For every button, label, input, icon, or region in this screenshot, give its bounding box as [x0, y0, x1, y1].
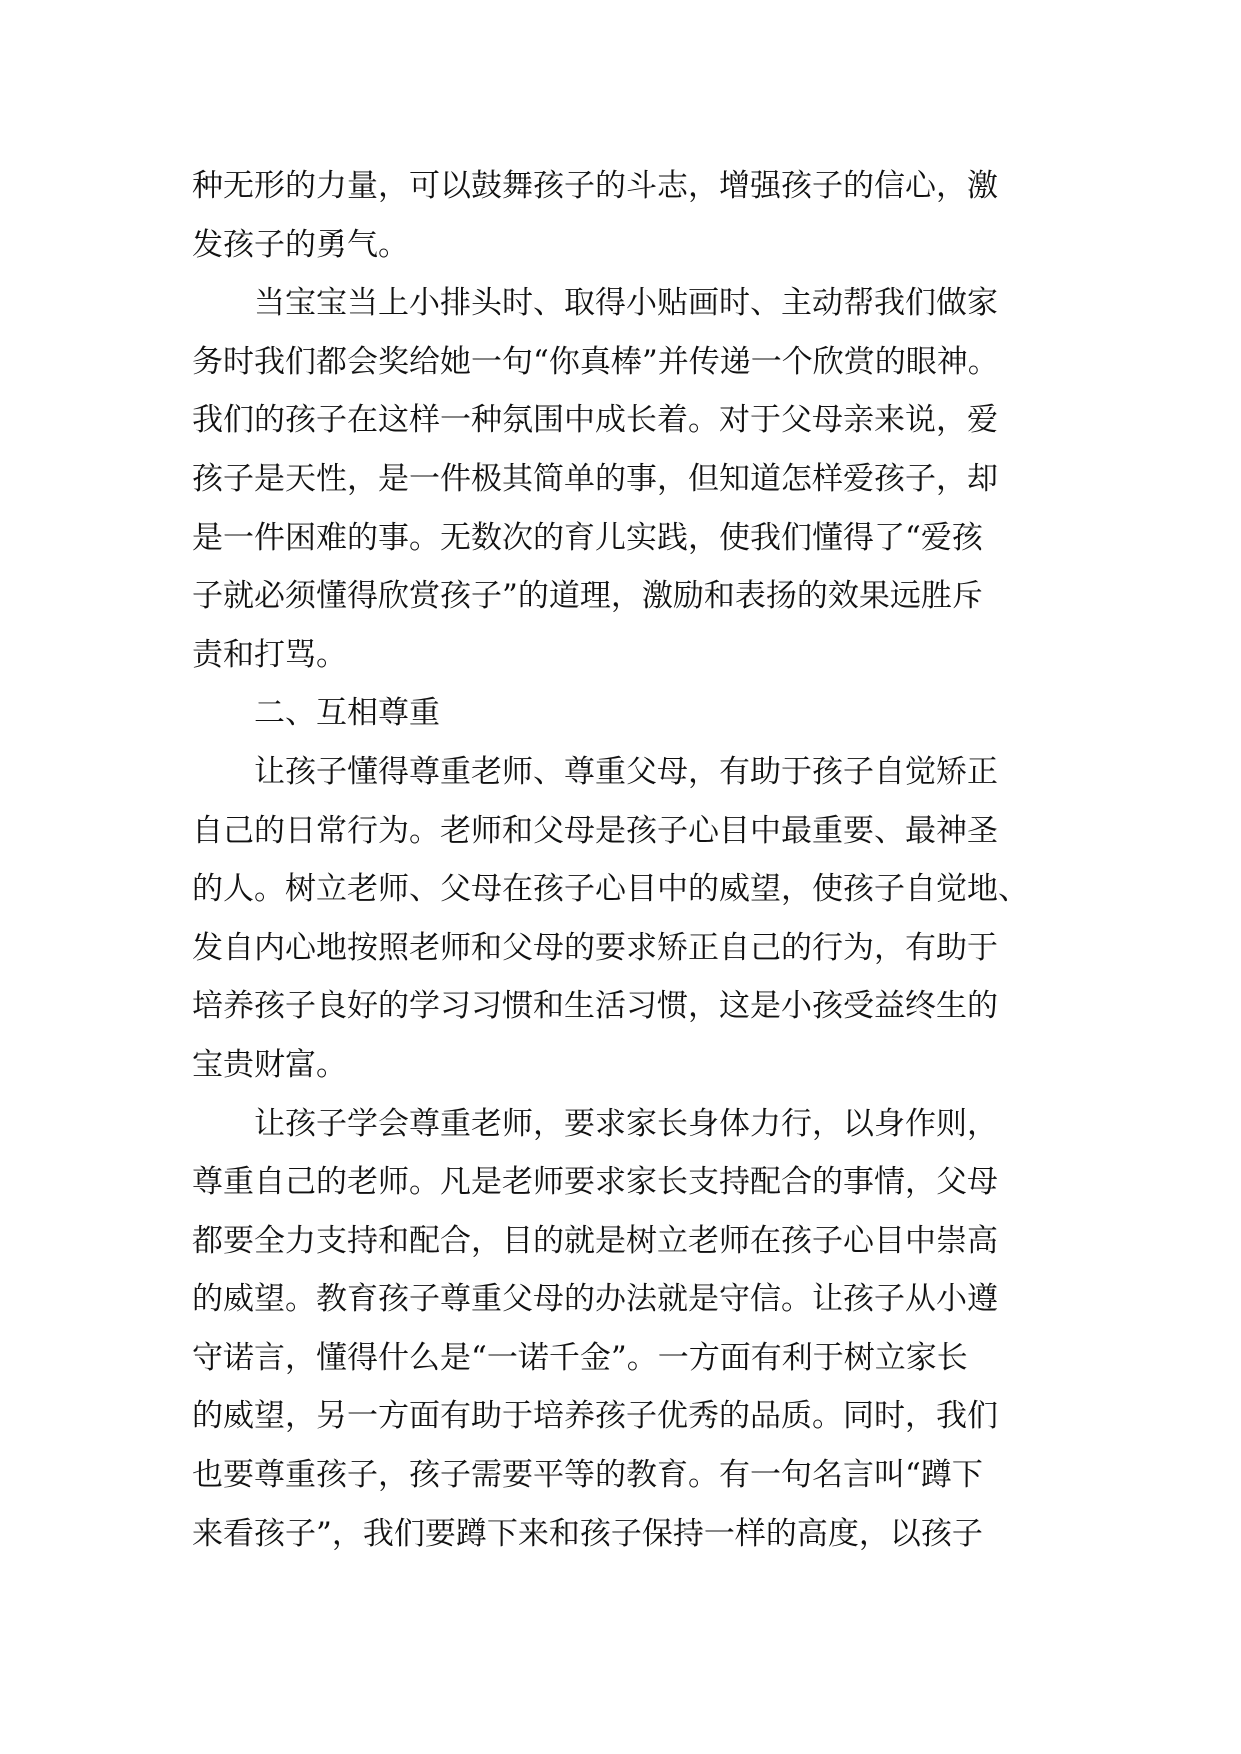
- text-line: 守诺言，懂得什么是“一诺千金”。一方面有利于树立家长: [192, 1339, 968, 1376]
- body-text: [192, 157, 1052, 1563]
- text-line: 培养孩子良好的学习习惯和生活习惯，这是小孩受益终生的: [192, 988, 998, 1025]
- text-line: 子就必须懂得欣赏孩子”的道理，激励和表扬的效果远胜斥: [192, 578, 983, 615]
- text-line: 尊重自己的老师。凡是老师要求家长支持配合的事情，父母: [192, 1164, 998, 1201]
- text-line: 务时我们都会奖给她一句“你真棒”并传递一个欣赏的眼神。: [192, 343, 999, 380]
- text-line: 的威望。教育孩子尊重父母的办法就是守信。让孩子从小遵: [192, 1281, 998, 1318]
- text-line: 发孩子的勇气。: [192, 226, 409, 263]
- text-line: 的人。树立老师、父母在孩子心目中的威望，使孩子自觉地、: [192, 871, 1029, 908]
- text-line: 孩子是天性，是一件极其简单的事，但知道怎样爱孩子，却: [192, 460, 998, 497]
- text-line: 宝贵财富。: [192, 1046, 347, 1083]
- text-line: 我们的孩子在这样一种氛围中成长着。对于父母亲来说，爱: [192, 402, 998, 439]
- text-line: 也要尊重孩子，孩子需要平等的教育。有一句名言叫“蹲下: [192, 1457, 983, 1494]
- text-line: 当宝宝当上小排头时、取得小贴画时、主动帮我们做家: [192, 285, 998, 322]
- text-line: 的威望，另一方面有助于培养孩子优秀的品质。同时，我们: [192, 1398, 998, 1435]
- text-line: 自己的日常行为。老师和父母是孩子心目中最重要、最神圣: [192, 812, 998, 849]
- text-line: 发自内心地按照老师和父母的要求矫正自己的行为，有助于: [192, 929, 998, 966]
- text-line: 是一件困难的事。无数次的育儿实践，使我们懂得了“爱孩: [192, 519, 983, 556]
- text-line: 来看孩子”，我们要蹲下来和孩子保持一样的高度，以孩子: [192, 1515, 983, 1552]
- text-line: 种无形的力量，可以鼓舞孩子的斗志，增强孩子的信心，激: [192, 168, 998, 204]
- text-line: 都要全力支持和配合，目的就是树立老师在孩子心目中崇高: [192, 1222, 998, 1259]
- text-line: 让孩子学会尊重老师，要求家长身体力行，以身作则，: [192, 1105, 998, 1142]
- text-line: 让孩子懂得尊重老师、尊重父母，有助于孩子自觉矫正: [192, 753, 998, 790]
- text-line: 责和打骂。: [192, 636, 347, 673]
- section-heading: 二、互相尊重: [192, 695, 440, 732]
